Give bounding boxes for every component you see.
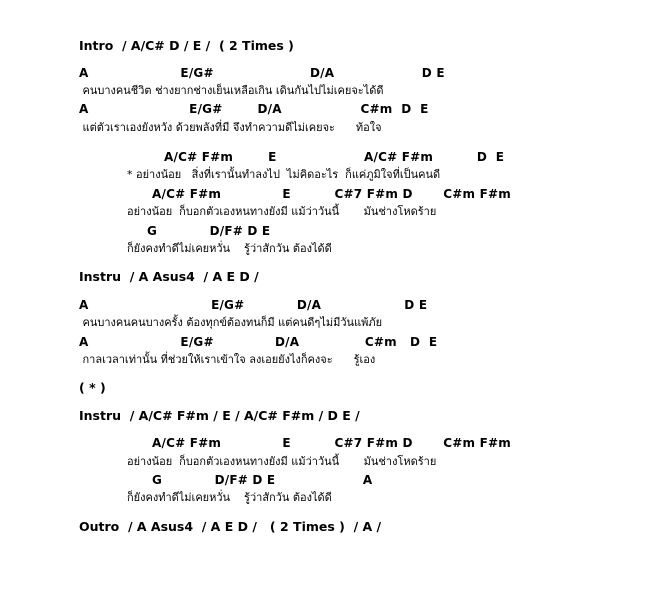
section-outro: Outro / A Asus4 / A E D / ( 2 Times ) / A / (79, 519, 382, 534)
chord-line: G D/F# D E A (152, 473, 373, 487)
lyric-line: * อย่างน้อย สิ่งที่เรานั้นทำลงไป ไม่คิดอะไร ก็แค่ภูมิใจที่เป็นคนดี (127, 168, 441, 181)
section-repeat-marker: ( * ) (79, 380, 106, 395)
chord-line: A/C# F#m E A/C# F#m D E (164, 150, 505, 164)
lyric-line: คนบางคนชีวิต ช่างยากช่างเย็นเหลือเกิน เดินกันไปไม่เคยจะได้ดี (79, 84, 384, 97)
section-instru: Instru / A/C# F#m / E / A/C# F#m / D E / (79, 408, 360, 423)
lyric-line: คนบางคนคนบางครั้ง ต้องทุกข์ต้องทนก็มี แต่คนดีๆไม่มีวันแพ้ภัย (79, 316, 383, 329)
section-instru: Instru / A Asus4 / A E D / (79, 269, 259, 284)
chord-line: A E/G# D/A D E (79, 66, 445, 80)
chord-line: A E/G# D/A D E (79, 298, 428, 312)
chord-line: A E/G# D/A C#m D E (79, 335, 438, 349)
lyric-line: แต่ตัวเราเองยังหวัง ด้วยพลังที่มี จึงทำความดีไม่เคยจะ ท้อใจ (79, 121, 382, 134)
chord-line: A/C# F#m E C#7 F#m D C#m F#m (152, 436, 511, 450)
lyric-line: กาลเวลาเท่านั้น ที่ช่วยให้เราเข้าใจ ลงเอยยังไงก็คงจะ รู้เอง (79, 353, 376, 366)
lyric-line: ก็ยังคงทำดีไม่เคยหวั่น รู้ว่าสักวัน ต้องได้ดี (127, 491, 332, 504)
section-intro: Intro / A/C# D / E / ( 2 Times ) (79, 38, 294, 53)
chord-line: A/C# F#m E C#7 F#m D C#m F#m (152, 187, 511, 201)
lyric-line: อย่างน้อย ก็บอกตัวเองหนทางยังมี แม้ว่าวันนี้ มันช่างโหดร้าย (127, 205, 437, 218)
lyric-line: อย่างน้อย ก็บอกตัวเองหนทางยังมี แม้ว่าวันนี้ มันช่างโหดร้าย (127, 455, 437, 468)
chord-line: G D/F# D E (147, 224, 271, 238)
chord-line: A E/G# D/A C#m D E (79, 102, 429, 116)
lyric-line: ก็ยังคงทำดีไม่เคยหวั่น รู้ว่าสักวัน ต้องได้ดี (127, 242, 332, 255)
